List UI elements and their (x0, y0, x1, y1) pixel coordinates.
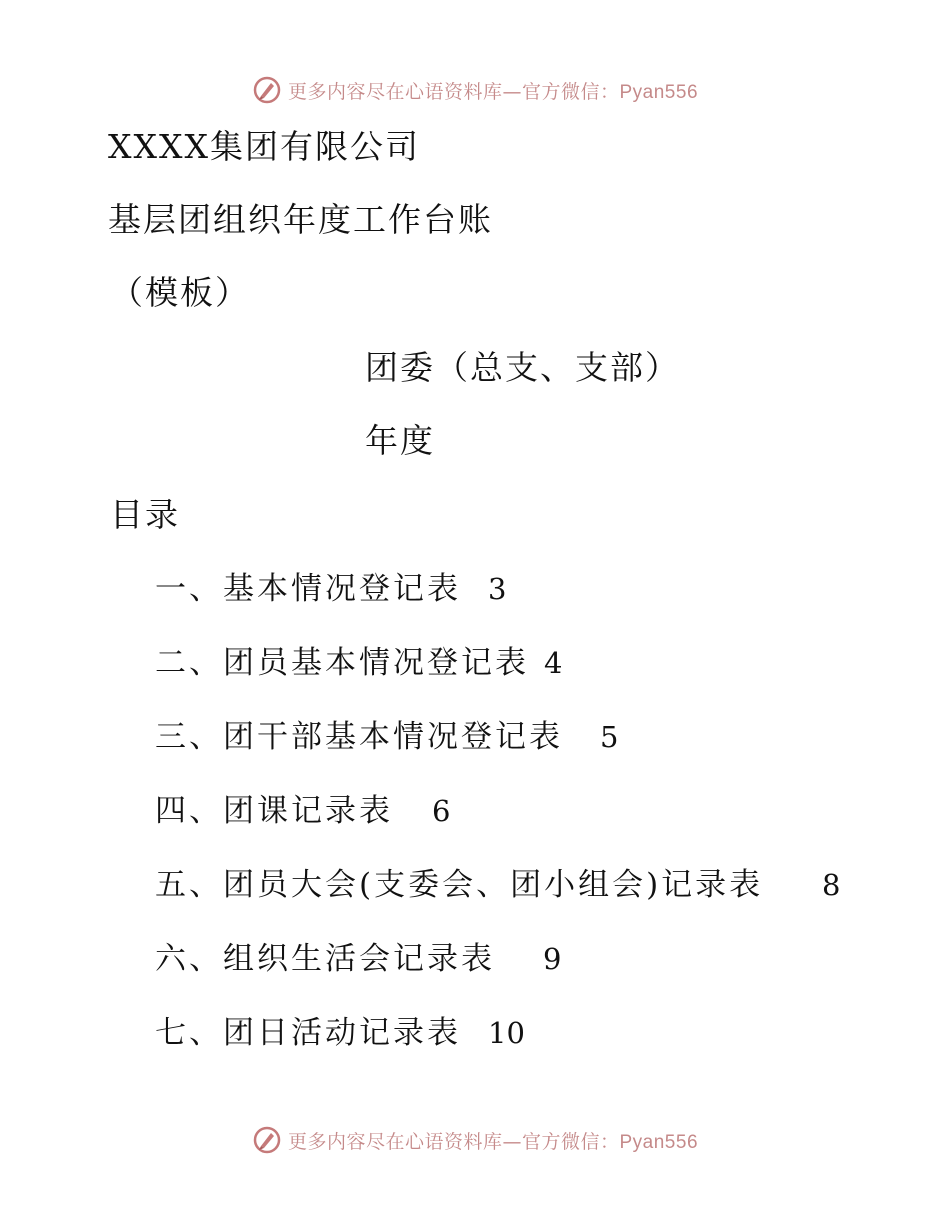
watermark-text: 更多内容尽在心语资料库—官方微信：Pyan556 (287, 80, 699, 103)
watermark-handle: Pyan556 (619, 1131, 699, 1153)
document-title: 基层团组织年度工作台账 (108, 200, 493, 239)
watermark-text: 更多内容尽在心语资料库—官方微信：Pyan556 (287, 1130, 699, 1153)
pen-logo-icon (252, 75, 282, 105)
toc-item-label: 四、团课记录表 (155, 793, 393, 829)
toc-item-page: 10 (488, 1016, 525, 1050)
toc-item-label: 三、团干部基本情况登记表 (155, 719, 563, 755)
toc-item-page: 6 (432, 794, 451, 828)
toc-item-page: 9 (543, 942, 562, 976)
toc-item[interactable] (155, 865, 763, 905)
toc-item[interactable] (155, 791, 393, 831)
toc-item-label: 一、基本情况登记表 (155, 571, 461, 607)
watermark-banner-top (0, 70, 950, 110)
toc-item-page: 5 (600, 720, 619, 754)
toc-item-label: 二、团员基本情况登记表 (155, 645, 529, 681)
toc-item[interactable] (155, 939, 495, 979)
toc-item[interactable] (155, 717, 563, 757)
toc-item-label: 五、团员大会(支委会、团小组会)记录表 (155, 867, 764, 903)
toc-item-page: 8 (822, 868, 841, 902)
toc-item-page: 4 (544, 646, 563, 680)
organization-line: 团委（总支、支部） (365, 348, 680, 387)
year-line: 年度 (365, 421, 435, 460)
pen-logo-icon (252, 1125, 282, 1155)
document-subtitle: （模板） (110, 273, 250, 312)
watermark-banner-bottom (0, 1120, 950, 1160)
toc-item-label: 七、团日活动记录表 (155, 1015, 461, 1051)
toc-item-page: 3 (488, 572, 507, 606)
company-name: XXXX集团有限公司 (108, 127, 420, 166)
toc-item[interactable] (155, 1013, 461, 1053)
toc-item[interactable] (155, 569, 461, 609)
toc-heading: 目录 (110, 495, 180, 534)
watermark-handle: Pyan556 (619, 81, 699, 103)
toc-item-label: 六、组织生活会记录表 (155, 941, 495, 977)
toc-item[interactable] (155, 643, 529, 683)
